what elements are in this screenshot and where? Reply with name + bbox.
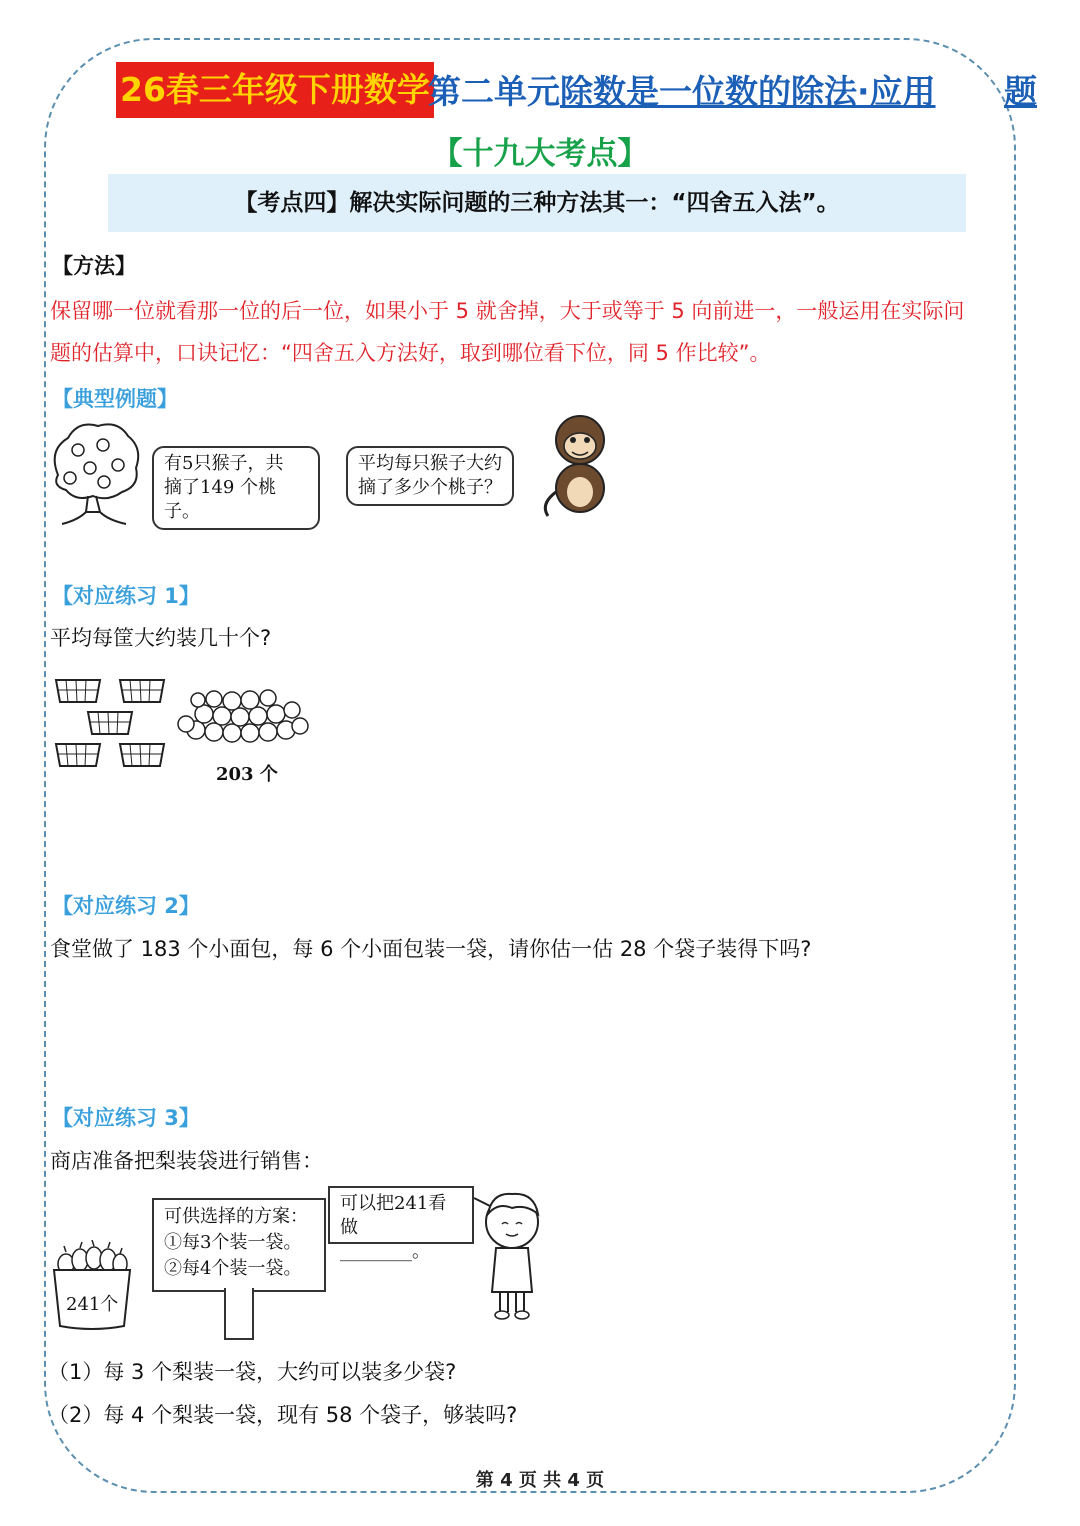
practice-3-sub-2: （2）每 4 个梨装一袋，现有 58 个袋子，够装吗? <box>48 1403 518 1427</box>
practice-1-heading: 【对应练习 1】 <box>52 584 200 608</box>
child-speech-box <box>328 1186 474 1262</box>
title-unit: 第二单元 <box>428 72 560 111</box>
baskets-illustration <box>52 672 172 776</box>
title-topic: 除数是一位数的除法·应用 <box>560 72 936 111</box>
practice-3-sub-1: （1）每 3 个梨装一袋，大约可以装多少袋? <box>48 1360 457 1384</box>
practice-3-question: 商店准备把梨装袋进行销售： <box>50 1149 323 1173</box>
child-illustration <box>472 1188 556 1322</box>
title-blue-part <box>428 72 936 112</box>
options-sign-line-3: ②每4个装一袋。 <box>164 1258 302 1279</box>
options-sign-line-2: ①每3个装一袋。 <box>164 1232 302 1253</box>
topic-banner: 【考点四】解决实际问题的三种方法其一：“四舍五入法”。 <box>108 174 966 232</box>
bubble-2-line-2: 摘了多少个桃子？ <box>358 477 502 498</box>
monkey-illustration <box>532 412 622 518</box>
pear-basket-illustration <box>50 1240 134 1332</box>
bubble-1-line-1: 有5只猴子，共 <box>164 453 284 474</box>
bubble-1-line-2: 摘了149 个桃子。 <box>164 477 277 522</box>
title-row <box>116 62 1050 120</box>
speech-line-2: ________。 <box>340 1241 430 1262</box>
pear-basket-label: 241个 <box>66 1294 119 1315</box>
example-heading: 【典型例题】 <box>52 387 178 411</box>
apple-count-caption: 203 个 <box>216 764 278 785</box>
practice-3-heading: 【对应练习 3】 <box>52 1106 200 1130</box>
speech-line-1: 可以把241看做 <box>340 1193 447 1238</box>
example-bubble-1 <box>152 446 320 530</box>
practice-2-heading: 【对应练习 2】 <box>52 894 200 918</box>
peach-tree-illustration <box>48 420 143 530</box>
options-sign <box>152 1198 326 1292</box>
apple-pile-illustration <box>176 686 312 748</box>
page-footer: 第 4 页 共 4 页 <box>475 1470 605 1491</box>
sign-post <box>224 1288 254 1340</box>
method-line-1: 保留哪一位就看那一位的后一位，如果小于 5 就舍掉，大于或等于 5 向前进一，一般运用在实际问 <box>50 299 965 323</box>
method-line-2: 题的估算中，口诀记忆：“四舍五入方法好，取到哪位看下位，同 5 作比较”。 <box>50 341 771 365</box>
bubble-2-line-1: 平均每只猴子大约 <box>358 453 502 474</box>
subtitle: 【十九大考点】 <box>431 136 649 172</box>
practice-1-question: 平均每筐大约装几十个? <box>50 626 272 650</box>
options-sign-line-1: 可供选择的方案： <box>164 1206 308 1227</box>
title-tail: 题 <box>1004 72 1037 111</box>
practice-2-question: 食堂做了 183 个小面包，每 6 个小面包装一袋，请你估一估 28 个袋子装得下吗? <box>50 937 812 961</box>
example-bubble-2 <box>346 446 514 506</box>
title-red-part: 26春三年级下册数学 <box>116 62 434 118</box>
method-heading: 【方法】 <box>52 254 136 278</box>
